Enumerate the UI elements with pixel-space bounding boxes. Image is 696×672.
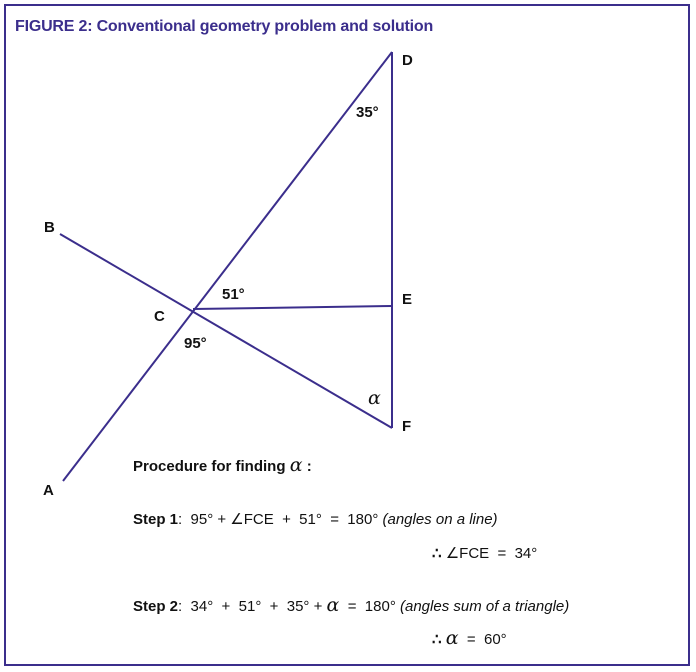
angle-c-label: 95° [184,335,207,352]
step-2-equation: Step 2: 34° + 51° + 35° + α = 180° (angles sum of a triangle) [133,594,570,616]
point-f-label: F [402,418,412,435]
line-ce [193,306,392,309]
point-d-label: D [402,52,413,69]
angle-ce-label: 51° [222,286,245,303]
point-b-label: B [44,219,55,236]
point-c-label: C [154,308,165,325]
line-da [63,52,392,481]
figure-title: FIGURE 2: Conventional geometry problem and solution [15,18,434,35]
therefore-symbol: ∴ [432,631,442,648]
line-bf [60,234,392,428]
angle-alpha-label: α [368,387,381,409]
step-2-result: ∴ α = 60° [432,627,507,649]
step-1-result: ∴ ∠FCE = 34° [432,545,538,562]
point-a-label: A [43,482,54,499]
step-1-equation: Step 1: 95° + ∠FCE + 51° = 180° (angles on a line) [133,511,498,528]
procedure-heading: Procedure for finding α : [133,454,312,476]
therefore-symbol: ∴ [432,545,442,562]
alpha-symbol: α [289,454,303,476]
angle-d-label: 35° [356,104,379,121]
point-e-label: E [402,291,413,308]
